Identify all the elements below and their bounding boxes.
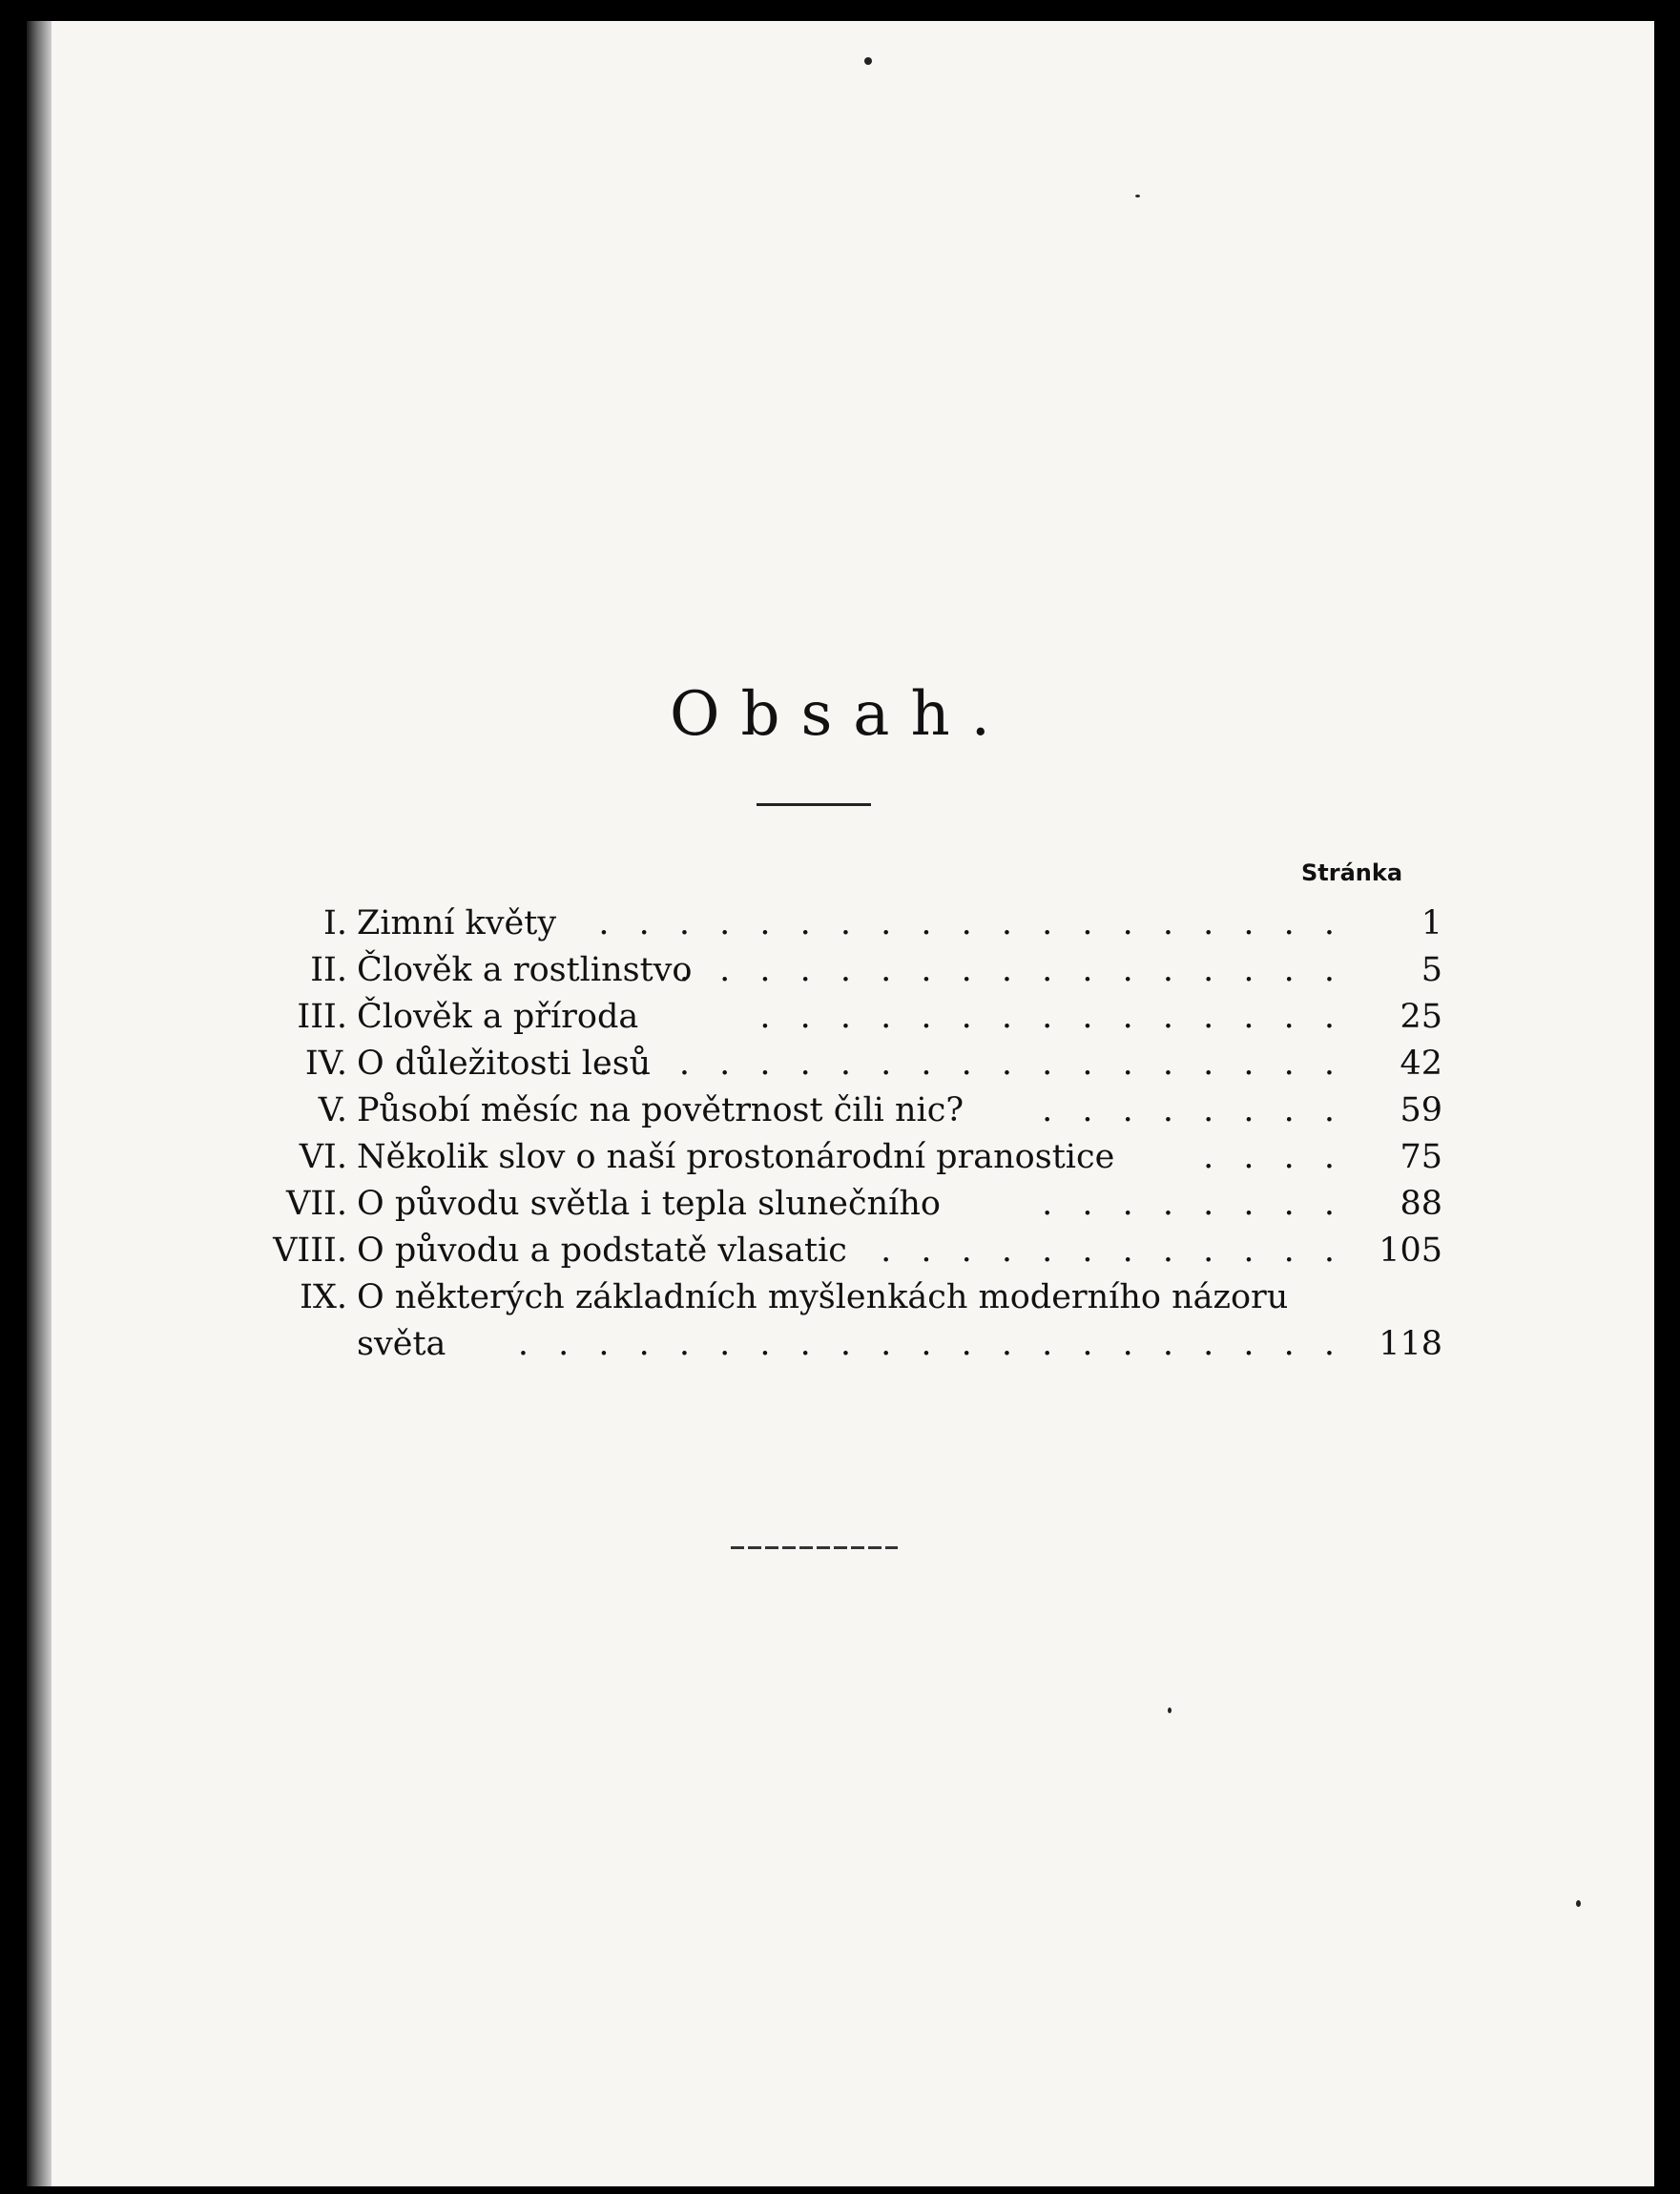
dot-leader: . . . . <box>1203 1138 1344 1176</box>
chapter-title: O důležitosti lesů <box>357 1045 652 1083</box>
toc-entry <box>27 1087 1654 1134</box>
end-ornament-rule <box>731 1546 898 1549</box>
table-of-contents <box>27 900 1654 1368</box>
page-number: 118 <box>1379 1325 1442 1363</box>
chapter-title: Člověk a příroda <box>357 998 639 1036</box>
chapter-numeral: VIII. <box>273 1232 347 1270</box>
title-divider <box>757 803 871 806</box>
toc-entry <box>27 1181 1654 1228</box>
toc-entry <box>27 947 1654 994</box>
dot-leader: . . . . . . . . . . . . . . . . . . . . . <box>517 1325 1344 1363</box>
print-speck <box>1576 1900 1581 1907</box>
chapter-numeral: I. <box>323 904 347 942</box>
chapter-title: Několik slov o naší prostonárodní pranostice <box>357 1138 1115 1176</box>
page-number: 88 <box>1400 1185 1442 1223</box>
dot-leader: . . . . . . . . <box>1042 1185 1344 1223</box>
chapter-title: O některých základních myšlenkách moderního názoru <box>357 1278 1289 1316</box>
toc-entry <box>27 1228 1654 1274</box>
page-number: 25 <box>1400 998 1442 1036</box>
print-speck <box>864 57 872 65</box>
dot-leader: . . . . . . . . . . . . . . . <box>759 998 1344 1036</box>
dot-leader: . . . . . . . . . . . . . . . . . <box>678 951 1344 989</box>
toc-entry <box>27 994 1654 1041</box>
chapter-title: Zimní květy <box>357 904 557 942</box>
toc-entry <box>27 1134 1654 1181</box>
toc-entry-continuation <box>27 1321 1654 1368</box>
dot-leader: . . . . . . . . . . . . . . . . . . . <box>598 904 1344 942</box>
dot-leader: . . . . . . . . . . . . <box>881 1232 1344 1270</box>
page-title: Obsah. <box>670 679 1011 750</box>
toc-entry <box>27 1041 1654 1087</box>
toc-entry <box>27 1274 1654 1321</box>
chapter-numeral: III. <box>297 998 347 1036</box>
chapter-title-continuation: světa <box>357 1325 446 1363</box>
chapter-title: O původu světla i tepla slunečního <box>357 1185 941 1223</box>
page-column-header: Stránka <box>1301 859 1403 886</box>
page-number: 42 <box>1400 1045 1442 1083</box>
book-page <box>27 21 1654 2186</box>
chapter-numeral: V. <box>318 1091 347 1129</box>
chapter-title: Člověk a rostlinstvo <box>357 951 693 989</box>
page-number: 1 <box>1421 904 1442 942</box>
print-speck <box>1135 195 1140 197</box>
chapter-title: O původu a podstatě vlasatic <box>357 1232 847 1270</box>
chapter-numeral: VI. <box>299 1138 347 1176</box>
chapter-numeral: II. <box>310 951 347 989</box>
chapter-numeral: IV. <box>304 1045 347 1083</box>
page-number: 59 <box>1400 1091 1442 1129</box>
page-number: 75 <box>1400 1138 1442 1176</box>
toc-entry <box>27 900 1654 947</box>
page-number: 5 <box>1421 951 1442 989</box>
chapter-numeral: VII. <box>285 1185 347 1223</box>
page-number: 105 <box>1379 1232 1442 1270</box>
dot-leader: . . . . . . . . <box>1042 1091 1344 1129</box>
chapter-numeral: IX. <box>300 1278 347 1316</box>
print-speck <box>1168 1708 1172 1713</box>
dot-leader: . . . . . . . . . . . . . . . . . . . <box>598 1045 1344 1083</box>
chapter-title: Působí měsíc na povětrnost čili nic? <box>357 1091 964 1129</box>
